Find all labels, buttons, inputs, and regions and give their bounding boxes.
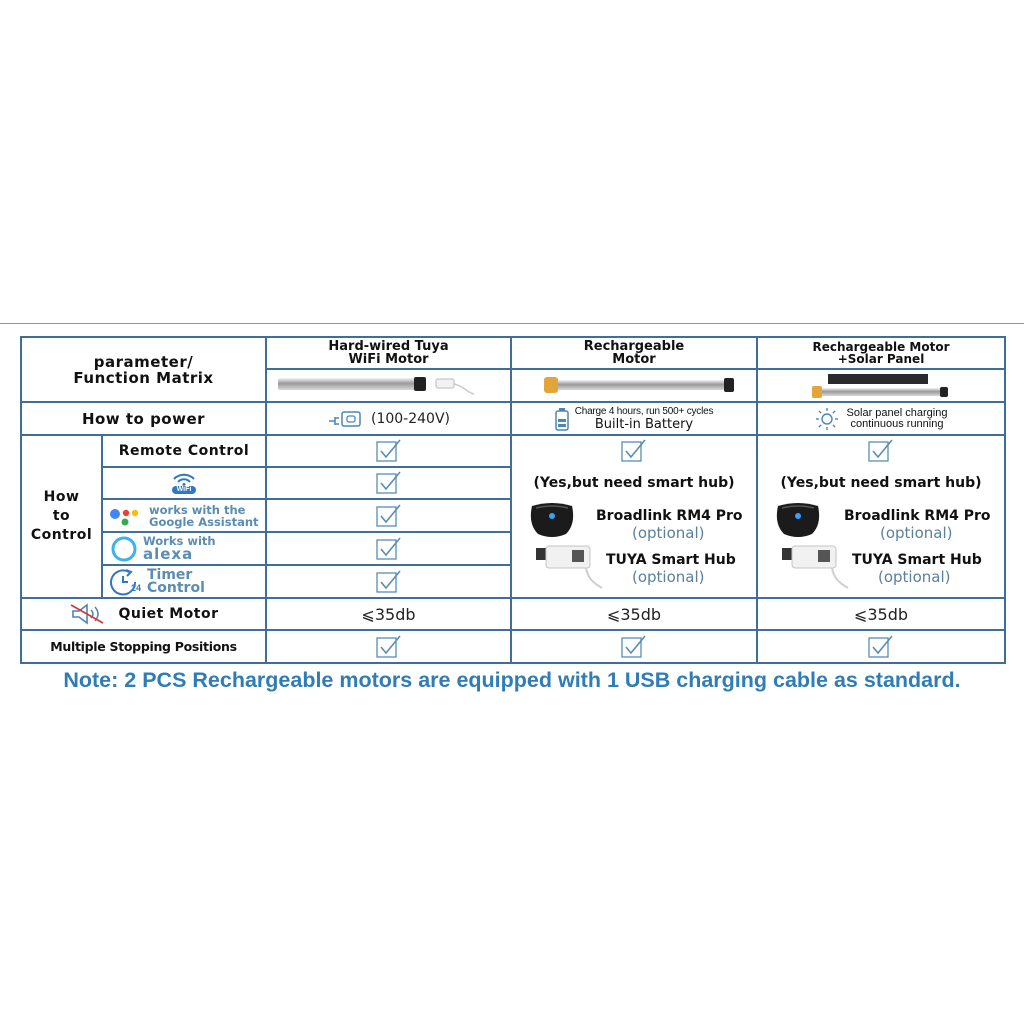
timer-line1: Timer xyxy=(147,566,193,583)
timer-icon xyxy=(109,568,143,596)
solar-line2: continuous running xyxy=(850,417,944,430)
tuya-hub-name: TUYA Smart Hub xyxy=(852,552,982,568)
how-to-control-line3: Control xyxy=(30,527,93,543)
timer-control-label xyxy=(103,566,265,597)
built-in-battery: Built-in Battery xyxy=(594,416,694,432)
alexa-text xyxy=(143,535,216,562)
broadlink-name: Broadlink RM4 Pro xyxy=(596,508,743,524)
tuya-hub-optional: (optional) xyxy=(632,568,705,586)
google-assistant-icon xyxy=(109,505,143,527)
multiple-stopping-positions-label: Multiple Stopping Positions xyxy=(50,639,237,654)
wifi-icon xyxy=(171,472,197,494)
how-to-control-line1: How xyxy=(43,489,80,505)
check-icon xyxy=(512,436,756,466)
alexa-line2: alexa xyxy=(143,545,194,563)
google-assistant-label xyxy=(103,500,265,531)
hub-note: (Yes,but need smart hub) xyxy=(780,475,982,491)
alexa-label xyxy=(103,533,265,564)
check-icon xyxy=(267,566,510,597)
quiet-value-col3: ⩽35db xyxy=(853,604,909,624)
broadlink-text xyxy=(844,508,1004,542)
check-icon xyxy=(267,468,510,498)
tuya-hub-device-icon xyxy=(772,542,852,592)
how-to-power-label: How to power xyxy=(81,409,206,428)
check-icon xyxy=(267,533,510,564)
matrix-title xyxy=(22,338,265,401)
hub-note: (Yes,but need smart hub) xyxy=(533,475,735,491)
battery-icon xyxy=(555,407,569,431)
solar-text xyxy=(847,408,948,430)
google-text xyxy=(149,504,259,528)
check-icon xyxy=(758,631,1004,662)
battery-text xyxy=(575,406,714,432)
check-icon xyxy=(267,631,510,662)
note-text: Note: 2 PCS Rechargeable motors are equipped with 1 USB charging cable as standard. xyxy=(63,668,961,692)
top-divider-line xyxy=(0,323,1024,324)
tuya-hub-name: TUYA Smart Hub xyxy=(606,552,736,568)
broadlink-optional: (optional) xyxy=(632,524,705,542)
col2-smart-hub-block xyxy=(512,468,756,597)
quiet-value-col1: ⩽35db xyxy=(361,604,416,624)
timer-text xyxy=(147,566,205,596)
check-icon xyxy=(267,436,510,466)
sun-icon xyxy=(815,407,839,431)
tuya-hub-device-icon xyxy=(526,542,606,592)
solar-motor-image xyxy=(758,370,1004,401)
col3-smart-hub-block xyxy=(758,468,1004,597)
tuya-hub-text xyxy=(852,552,1002,586)
wifi-label xyxy=(103,468,265,498)
google-line1: works with the xyxy=(149,502,246,517)
plug-icon xyxy=(327,409,363,429)
broadlink-name: Broadlink RM4 Pro xyxy=(844,508,991,524)
check-icon xyxy=(758,436,1004,466)
quiet-motor-label: Quiet Motor xyxy=(118,606,219,622)
tuya-hub-optional: (optional) xyxy=(878,568,951,586)
broadlink-device-icon xyxy=(772,500,824,540)
broadlink-text xyxy=(596,508,756,542)
alexa-icon xyxy=(111,536,137,562)
broadlink-optional: (optional) xyxy=(880,524,953,542)
rechargeable-motor-image xyxy=(512,370,756,401)
power-voltage: (100-240V) xyxy=(371,410,450,427)
col2-header-line1: Rechargeable xyxy=(583,339,685,354)
how-to-control-line2: to xyxy=(52,508,71,524)
col3-header-line1: Rechargeable Motor xyxy=(812,340,950,354)
timer-line2: Control xyxy=(147,579,205,596)
col1-header-line1: Hard-wired Tuya xyxy=(328,339,449,354)
check-icon xyxy=(267,500,510,531)
mute-speaker-icon xyxy=(69,603,107,625)
col3-header-line2: +Solar Panel xyxy=(837,352,925,366)
col3-header xyxy=(758,338,1004,368)
power-col1 xyxy=(267,403,510,434)
alexa-line1: Works with xyxy=(143,534,216,548)
col1-header xyxy=(267,338,510,368)
check-icon xyxy=(512,631,756,662)
google-line2: Google Assistant xyxy=(149,514,259,529)
col2-header-line2: Motor xyxy=(612,352,656,367)
solar-line1: Solar panel charging xyxy=(846,406,948,419)
quiet-motor-label-cell xyxy=(22,599,265,629)
matrix-title-line1: parameter/ xyxy=(93,352,194,371)
charge-info: Charge 4 hours, run 500+ cycles xyxy=(574,405,714,417)
timer-24-badge: 24 xyxy=(131,582,142,593)
how-to-control-label xyxy=(22,436,101,597)
wifi-badge: WiFi xyxy=(172,486,197,494)
col1-header-line2: WiFi Motor xyxy=(348,352,429,367)
power-col3 xyxy=(758,403,1004,434)
remote-control-label: Remote Control xyxy=(118,443,250,459)
tuya-hub-text xyxy=(606,552,756,586)
quiet-value-col2: ⩽35db xyxy=(606,604,662,624)
broadlink-device-icon xyxy=(526,500,578,540)
col2-header xyxy=(512,338,756,368)
wifi-motor-image xyxy=(267,370,510,401)
matrix-title-line2: Function Matrix xyxy=(73,368,214,387)
power-col2 xyxy=(512,403,756,434)
